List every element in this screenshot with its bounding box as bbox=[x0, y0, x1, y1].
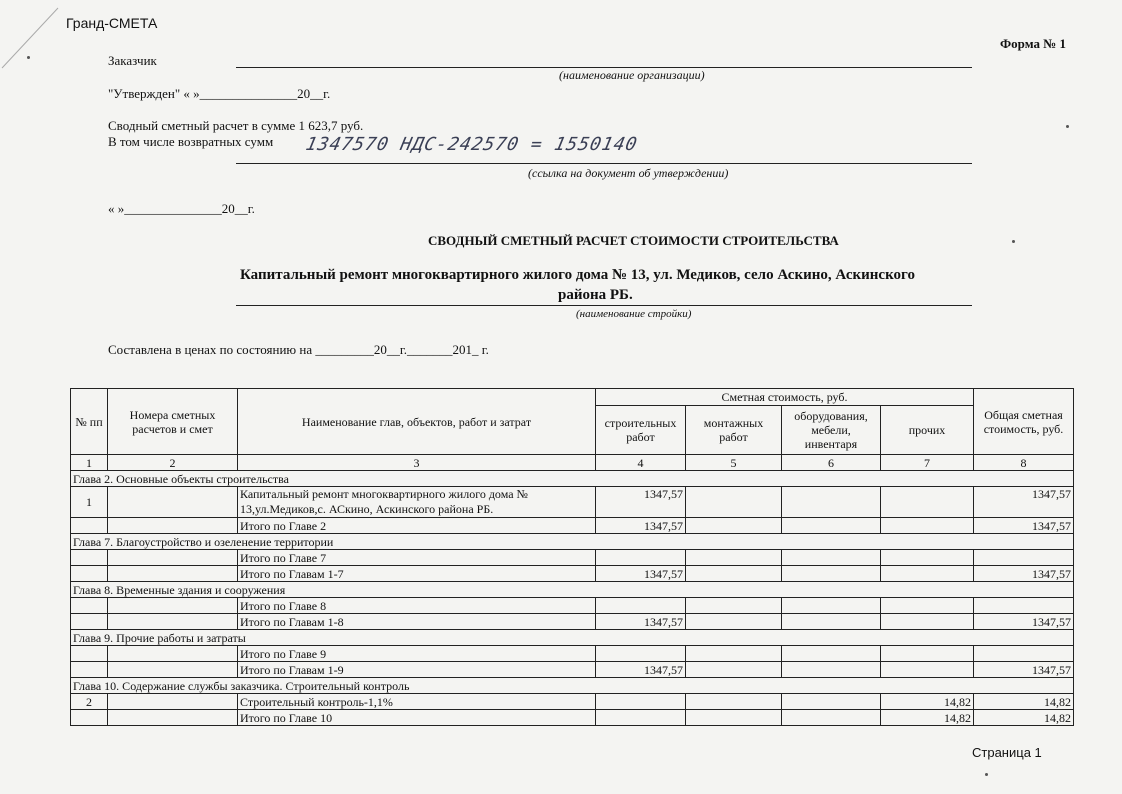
prices-date-line: Составлена в ценах по состоянию на _________20__г._______201_ г. bbox=[108, 342, 489, 357]
row-total: 1347,57 bbox=[974, 518, 1074, 534]
table-row bbox=[71, 550, 1074, 566]
col-number: 8 bbox=[974, 455, 1074, 471]
row-estimate bbox=[108, 487, 238, 518]
table-row bbox=[71, 487, 1074, 518]
col-number: 4 bbox=[596, 455, 686, 471]
document-title: СВОДНЫЙ СМЕТНЫЙ РАСЧЕТ СТОИМОСТИ СТРОИТЕЛЬСТВА bbox=[428, 233, 839, 248]
header-estimates: Номера сметных расчетов и смет bbox=[108, 389, 238, 455]
total-sum-line: Сводный сметный расчет в сумме 1 623,7 руб. bbox=[108, 118, 364, 133]
col-number: 2 bbox=[108, 455, 238, 471]
table-row bbox=[71, 566, 1074, 582]
row-total: 1347,57 bbox=[974, 487, 1074, 518]
page-number: Страница 1 bbox=[972, 745, 1042, 760]
row-other bbox=[881, 487, 974, 518]
row-construction: 1347,57 bbox=[596, 566, 686, 582]
table-row bbox=[71, 614, 1074, 630]
estimate-table bbox=[70, 388, 1074, 726]
chapter-title: Глава 7. Благоустройство и озеленение территории bbox=[71, 534, 1074, 550]
row-total: 14,82 bbox=[974, 710, 1074, 726]
table-row bbox=[71, 662, 1074, 678]
chapter-row bbox=[71, 471, 1074, 487]
chapter-row bbox=[71, 582, 1074, 598]
row-name-line-1: Капитальный ремонт многоквартирного жилого дома № bbox=[240, 487, 528, 501]
row-num: 1 bbox=[71, 487, 108, 518]
customer-label: Заказчик bbox=[108, 53, 157, 68]
header-other: прочих bbox=[881, 406, 974, 455]
col-number: 5 bbox=[686, 455, 782, 471]
chapter-title: Глава 2. Основные объекты строительства bbox=[71, 471, 1074, 487]
chapter-title: Глава 9. Прочие работы и затраты bbox=[71, 630, 1074, 646]
header-installation: монтажных работ bbox=[686, 406, 782, 455]
table-row bbox=[71, 710, 1074, 726]
row-name: Строительный контроль-1,1% bbox=[238, 694, 596, 710]
chapter-row bbox=[71, 534, 1074, 550]
org-caption: (наименование организации) bbox=[559, 68, 705, 82]
row-total: 1347,57 bbox=[974, 662, 1074, 678]
paper-crease bbox=[0, 0, 120, 70]
row-name: Итого по Главе 10 bbox=[238, 710, 596, 726]
object-caption: (наименование стройки) bbox=[576, 308, 692, 320]
row-name-line-2: 13,ул.Медиков,с. АСкино, Аскинского района РБ. bbox=[240, 502, 494, 516]
row-name: Итого по Главе 2 bbox=[238, 518, 596, 534]
col-number: 6 bbox=[782, 455, 881, 471]
row-construction: 1347,57 bbox=[596, 487, 686, 518]
col-number: 3 bbox=[238, 455, 596, 471]
doc-line bbox=[236, 163, 972, 164]
row-name bbox=[238, 487, 596, 518]
row-equipment bbox=[782, 487, 881, 518]
paper-speck bbox=[27, 56, 30, 59]
paper-speck bbox=[985, 773, 988, 776]
col-number: 7 bbox=[881, 455, 974, 471]
header-cost-group: Сметная стоимость, руб. bbox=[596, 389, 974, 406]
row-name: Итого по Главе 8 bbox=[238, 598, 596, 614]
row-construction: 1347,57 bbox=[596, 518, 686, 534]
row-name: Итого по Главам 1-7 bbox=[238, 566, 596, 582]
row-construction: 1347,57 bbox=[596, 662, 686, 678]
chapter-row bbox=[71, 678, 1074, 694]
row-name: Итого по Главе 7 bbox=[238, 550, 596, 566]
table-row bbox=[71, 646, 1074, 662]
date-line: « »_______________20__г. bbox=[108, 201, 255, 216]
chapter-title: Глава 10. Содержание службы заказчика. Строительный контроль bbox=[71, 678, 1074, 694]
table-row bbox=[71, 694, 1074, 710]
table-row bbox=[71, 598, 1074, 614]
chapter-title: Глава 8. Временные здания и сооружения bbox=[71, 582, 1074, 598]
row-other: 14,82 bbox=[881, 710, 974, 726]
returnable-line: В том числе возвратных сумм bbox=[108, 134, 274, 149]
object-title-line-1: Капитальный ремонт многоквартирного жилого дома № 13, ул. Медиков, село Аскино, Аскинского bbox=[240, 267, 915, 283]
header-construction: строительных работ bbox=[596, 406, 686, 455]
column-numbers-row bbox=[71, 455, 1074, 471]
chapter-row bbox=[71, 630, 1074, 646]
approved-line: "Утвержден" « »_______________20__г. bbox=[108, 86, 331, 101]
row-total: 14,82 bbox=[974, 694, 1074, 710]
header-name: Наименование глав, объектов, работ и затрат bbox=[238, 389, 596, 455]
row-num: 2 bbox=[71, 694, 108, 710]
table-row bbox=[71, 518, 1074, 534]
object-title-line-2: района РБ. bbox=[558, 287, 633, 303]
handwritten-note: 1347570 НДС-242570 = 1550140 bbox=[303, 134, 640, 155]
header-equipment: оборудования, мебели, инвентаря bbox=[782, 406, 881, 455]
row-installation bbox=[686, 487, 782, 518]
program-name: Гранд-СМЕТА bbox=[66, 15, 158, 31]
row-name: Итого по Главам 1-9 bbox=[238, 662, 596, 678]
paper-speck bbox=[1066, 125, 1069, 128]
row-other: 14,82 bbox=[881, 694, 974, 710]
row-name: Итого по Главам 1-8 bbox=[238, 614, 596, 630]
row-total: 1347,57 bbox=[974, 566, 1074, 582]
object-line bbox=[236, 305, 972, 306]
col-number: 1 bbox=[71, 455, 108, 471]
doc-caption: (ссылка на документ об утверждении) bbox=[528, 166, 729, 180]
row-name: Итого по Главе 9 bbox=[238, 646, 596, 662]
form-number: Форма № 1 bbox=[1000, 36, 1067, 51]
paper-speck bbox=[1012, 240, 1015, 243]
header-num: № пп bbox=[71, 389, 108, 455]
header-row-1 bbox=[71, 389, 1074, 406]
row-construction: 1347,57 bbox=[596, 614, 686, 630]
header-total: Общая сметная стоимость, руб. bbox=[974, 389, 1074, 455]
row-total: 1347,57 bbox=[974, 614, 1074, 630]
